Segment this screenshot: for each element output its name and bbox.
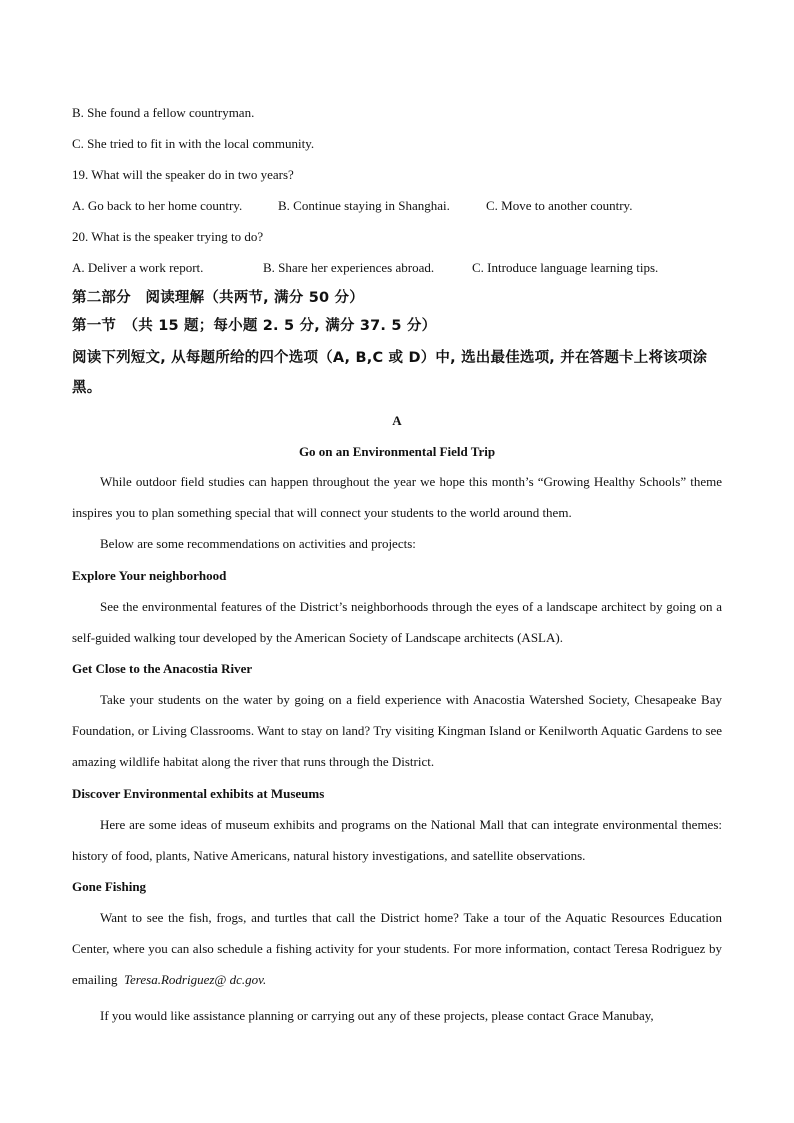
q20-option-b: B. Share her experiences abroad. bbox=[263, 260, 435, 275]
q20-option-a: A. Deliver a work report. bbox=[72, 260, 204, 275]
section-heading-fishing: Gone Fishing bbox=[72, 879, 147, 895]
section-heading-neighborhood: Explore Your neighborhood bbox=[72, 567, 227, 583]
section-body-neighborhood: See the environmental features of the District’s neighborhoods through the eyes of a landscape architect by going on a self-guided walking tour developed by the American Society of Landscape architects (ASLA). bbox=[72, 598, 722, 645]
section-heading-museums: Discover Environmental exhibits at Museums bbox=[72, 785, 325, 801]
section-subtitle: 第一节 （共 15 题；每小题 2. 5 分, 满分 37. 5 分） bbox=[72, 318, 437, 334]
q20-options bbox=[72, 259, 722, 277]
passage-letter: A bbox=[392, 413, 402, 428]
q19-option-a: A. Go back to her home country. bbox=[72, 198, 243, 213]
exam-page bbox=[72, 104, 722, 1031]
q19-question: 19. What will the speaker do in two years? bbox=[72, 167, 294, 182]
q18-option-b: B. She found a fellow countryman. bbox=[72, 105, 255, 120]
q18-option-c: C. She tried to fit in with the local community. bbox=[72, 136, 315, 151]
section-body-fishing bbox=[72, 902, 722, 996]
intro-paragraph: While outdoor field studies can happen throughout the year we hope this month’s “Growing Healthy Schools” theme inspires you to plan something special that will connect your students to the world around them. bbox=[72, 474, 722, 521]
section-heading-river: Get Close to the Anacostia River bbox=[72, 661, 253, 677]
closing-paragraph: If you would like assistance planning or carrying out any of these projects, please contact Grace Manubay, bbox=[100, 1007, 654, 1023]
q19-option-b: B. Continue staying in Shanghai. bbox=[278, 198, 450, 213]
passage-title: Go on an Environmental Field Trip bbox=[298, 444, 496, 459]
section-body-museums: Here are some ideas of museum exhibits and programs on the National Mall that can integrate environmental themes: history of food, plants, Native Americans, natural history investigations, and satellite observations. bbox=[72, 816, 722, 863]
fishing-text: Want to see the fish, frogs, and turtles that call the District home? Take a tour of the Aquatic Resources Education Center, where you can also schedule a fishing activity for your students. For more information, contact Teresa Rodriguez by emailing bbox=[72, 910, 722, 988]
part-title: 第二部分 阅读理解（共两节, 满分 50 分） bbox=[72, 290, 364, 306]
q20-option-c: C. Introduce language learning tips. bbox=[472, 260, 659, 275]
q19-options bbox=[72, 197, 722, 215]
q20-question: 20. What is the speaker trying to do? bbox=[72, 229, 264, 244]
intro-recommendations: Below are some recommendations on activities and projects: bbox=[100, 536, 416, 552]
instructions: 阅读下列短文, 从每题所给的四个选项（A, B,C 或 D）中, 选出最佳选项, 并在答题卡上将该项涂黑。 bbox=[72, 350, 708, 396]
q19-option-c: C. Move to another country. bbox=[486, 198, 633, 213]
contact-email[interactable]: Teresa.Rodriguez@ dc.gov. bbox=[124, 972, 267, 988]
section-body-river: Take your students on the water by going on a field experience with Anacostia Watershed Society, Chesapeake Bay Foundation, or Living Classrooms. Want to stay on land? Try visiting Kingman Island or Kenilworth Aquatic Gardens to see amazing wildlife habitat along the river that runs through the District. bbox=[72, 692, 722, 770]
